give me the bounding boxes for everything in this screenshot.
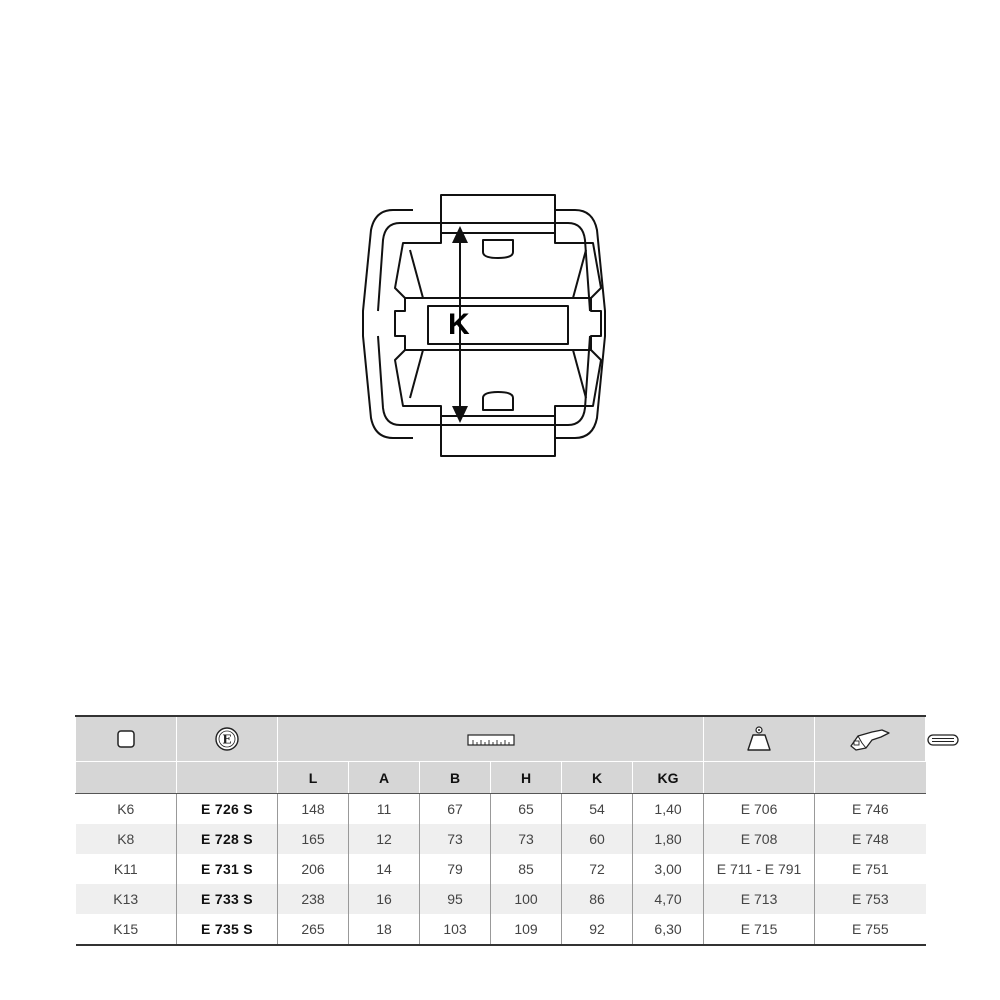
pin-cell: E 751	[815, 854, 926, 884]
dimension-k-label: K	[448, 308, 470, 341]
pin-icon	[926, 732, 960, 748]
size-cell: K13	[76, 884, 177, 914]
svg-text:E: E	[222, 732, 232, 747]
blank-header-cell	[704, 762, 815, 794]
dimension-header-row	[76, 762, 926, 794]
tooth-icon	[848, 726, 892, 752]
pin-cell: E 748	[815, 824, 926, 854]
b-cell: 103	[420, 914, 491, 945]
weight-icon	[746, 725, 772, 753]
k-cell: 54	[562, 794, 633, 825]
tooth-header	[815, 716, 926, 762]
kg-cell: 3,00	[633, 854, 704, 884]
l-cell: 165	[278, 824, 349, 854]
tooth-cell: E 708	[704, 824, 815, 854]
k-cell: 60	[562, 824, 633, 854]
table-row	[76, 794, 926, 825]
e-code-icon	[213, 726, 241, 752]
tooth-cell: E 713	[704, 884, 815, 914]
adapter-front-view-drawing	[355, 188, 615, 463]
pin-cell: E 755	[815, 914, 926, 945]
a-cell: 16	[349, 884, 420, 914]
a-cell: 12	[349, 824, 420, 854]
blank-header-cell	[76, 762, 177, 794]
code-cell: E 731 S	[177, 854, 278, 884]
k-cell: 86	[562, 884, 633, 914]
blank-header-cell	[177, 762, 278, 794]
l-cell: 265	[278, 914, 349, 945]
table-row	[76, 854, 926, 884]
table-row	[76, 914, 926, 945]
code-cell: E 726 S	[177, 794, 278, 825]
tooth-cell: E 711 - E 791	[704, 854, 815, 884]
icon-header-row	[76, 716, 926, 762]
code-cell: E 735 S	[177, 914, 278, 945]
kg-cell: 4,70	[633, 884, 704, 914]
a-cell: 18	[349, 914, 420, 945]
kg-cell: 6,30	[633, 914, 704, 945]
tooth-cell: E 706	[704, 794, 815, 825]
table-row	[76, 824, 926, 854]
dim-header-kg: KG	[633, 762, 704, 794]
kg-cell: 1,40	[633, 794, 704, 825]
dim-header-b: B	[420, 762, 491, 794]
dim-header-l: L	[278, 762, 349, 794]
code-header	[177, 716, 278, 762]
pin-cell: E 746	[815, 794, 926, 825]
k-cell: 72	[562, 854, 633, 884]
tooth-cell: E 715	[704, 914, 815, 945]
h-cell: 73	[491, 824, 562, 854]
b-cell: 79	[420, 854, 491, 884]
size-header	[76, 716, 177, 762]
table-row	[76, 884, 926, 914]
kg-cell: 1,80	[633, 824, 704, 854]
k-cell: 92	[562, 914, 633, 945]
a-cell: 11	[349, 794, 420, 825]
a-cell: 14	[349, 854, 420, 884]
size-cell: K11	[113, 861, 138, 877]
size-cell: K8	[76, 824, 177, 854]
ruler-icon	[467, 733, 515, 747]
b-cell: 73	[420, 824, 491, 854]
l-cell: 148	[278, 794, 349, 825]
size-cell: K6	[117, 801, 135, 817]
b-cell: 95	[420, 884, 491, 914]
h-cell: 85	[491, 854, 562, 884]
h-cell: 100	[491, 884, 562, 914]
h-cell: 109	[491, 914, 562, 945]
dimensions-header	[278, 716, 704, 762]
l-cell: 238	[278, 884, 349, 914]
pin-cell: E 753	[815, 884, 926, 914]
square-size-icon	[116, 729, 136, 749]
dim-header-k: K	[562, 762, 633, 794]
dim-header-h: H	[491, 762, 562, 794]
code-cell: E 728 S	[177, 824, 278, 854]
l-cell: 206	[278, 854, 349, 884]
spec-table	[75, 715, 926, 946]
size-cell: K15	[76, 914, 177, 945]
blank-header-cell	[815, 762, 926, 794]
dim-header-a: A	[349, 762, 420, 794]
h-cell: 65	[491, 794, 562, 825]
weight-header	[704, 716, 815, 762]
b-cell: 67	[420, 794, 491, 825]
code-cell: E 733 S	[177, 884, 278, 914]
